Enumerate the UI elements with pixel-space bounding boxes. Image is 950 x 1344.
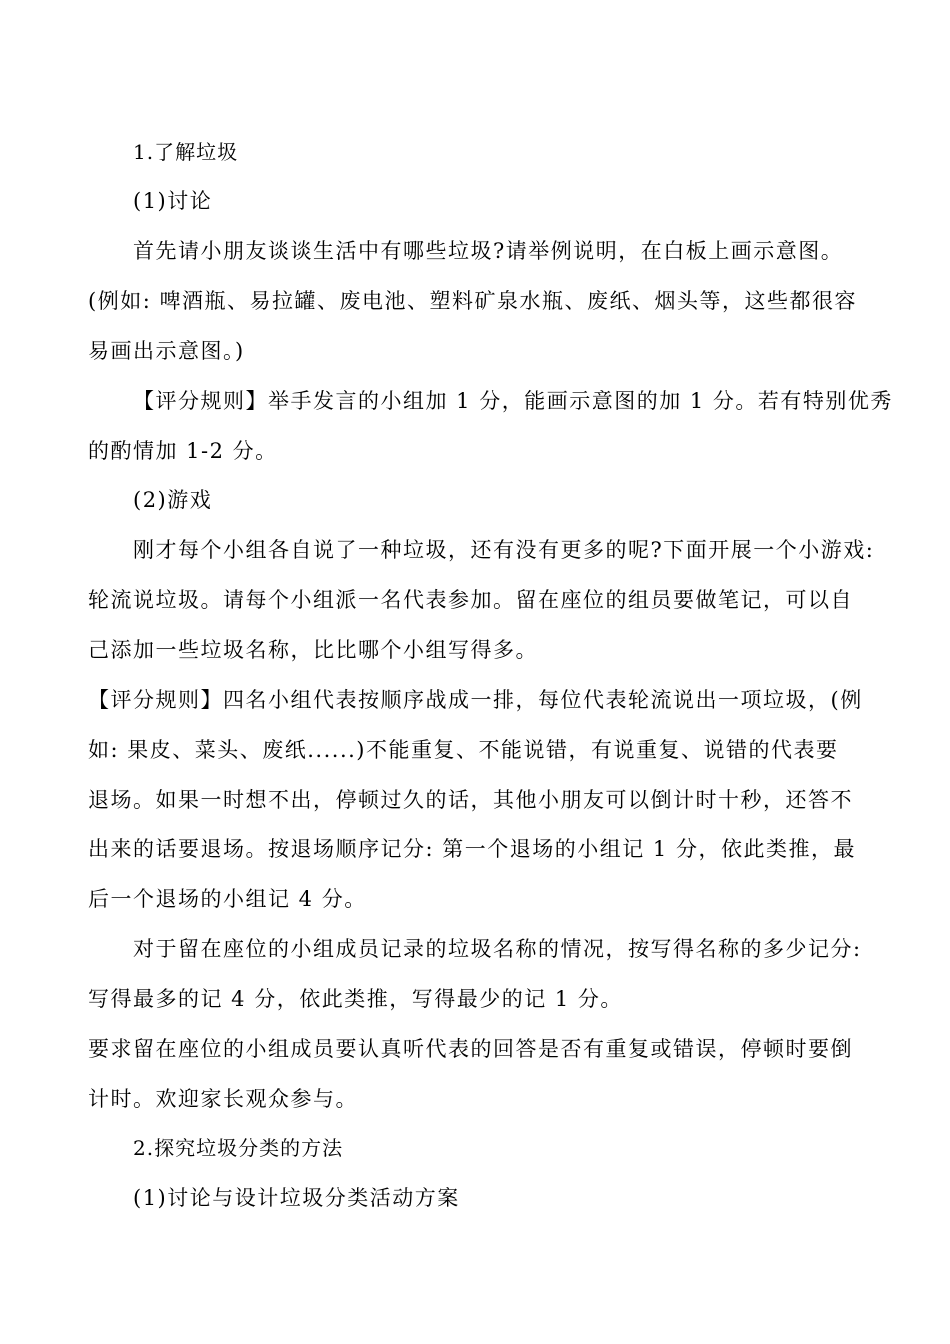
paragraph-line: 刚才每个小组各自说了一种垃圾，还有没有更多的呢?下面开展一个小游戏: bbox=[133, 538, 875, 562]
scoring-rule-line: 退场。如果一时想不出，停顿过久的话，其他小朋友可以倒计时十秒，还答不 bbox=[88, 788, 853, 812]
paragraph-line: 计时。欢迎家长观众参与。 bbox=[88, 1087, 358, 1111]
subsection-heading-discussion: (1)讨论 bbox=[133, 189, 213, 213]
scoring-rule-line: 如: 果皮、菜头、废纸......)不能重复、不能说错，有说重复、说错的代表要 bbox=[88, 738, 839, 762]
paragraph-line: 易画出示意图。) bbox=[88, 339, 245, 363]
scoring-rule-line: 【评分规则】四名小组代表按顺序战成一排，每位代表轮流说出一项垃圾，(例 bbox=[88, 688, 863, 712]
scoring-rule-line: 后一个退场的小组记 4 分。 bbox=[88, 887, 367, 911]
scoring-rule-line: 出来的话要退场。按退场顺序记分: 第一个退场的小组记 1 分，依此类推，最 bbox=[88, 837, 856, 861]
paragraph-line: 首先请小朋友谈谈生活中有哪些垃圾?请举例说明，在白板上画示意图。 bbox=[133, 239, 844, 263]
paragraph-line: 对于留在座位的小组成员记录的垃圾名称的情况，按写得名称的多少记分: bbox=[133, 937, 862, 961]
section-heading-2: 2.探究垃圾分类的方法 bbox=[133, 1136, 344, 1160]
scoring-rule-line: 【评分规则】举手发言的小组加 1 分，能画示意图的加 1 分。若有特别优秀 bbox=[133, 389, 893, 413]
scoring-rule-line: 的酌情加 1-2 分。 bbox=[88, 439, 278, 463]
paragraph-line: 轮流说垃圾。请每个小组派一名代表参加。留在座位的组员要做笔记，可以自 bbox=[88, 588, 853, 612]
subsection-heading-game: (2)游戏 bbox=[133, 488, 213, 512]
paragraph-line: 要求留在座位的小组成员要认真听代表的回答是否有重复或错误，停顿时要倒 bbox=[88, 1037, 853, 1061]
paragraph-line: 己添加一些垃圾名称，比比哪个小组写得多。 bbox=[88, 638, 538, 662]
subsection-heading-plan: (1)讨论与设计垃圾分类活动方案 bbox=[133, 1186, 460, 1210]
paragraph-line: (例如: 啤酒瓶、易拉罐、废电池、塑料矿泉水瓶、废纸、烟头等，这些都很容 bbox=[88, 289, 857, 313]
paragraph-line: 写得最多的记 4 分，依此类推，写得最少的记 1 分。 bbox=[88, 987, 623, 1011]
section-heading-1: 1.了解垃圾 bbox=[133, 140, 239, 164]
